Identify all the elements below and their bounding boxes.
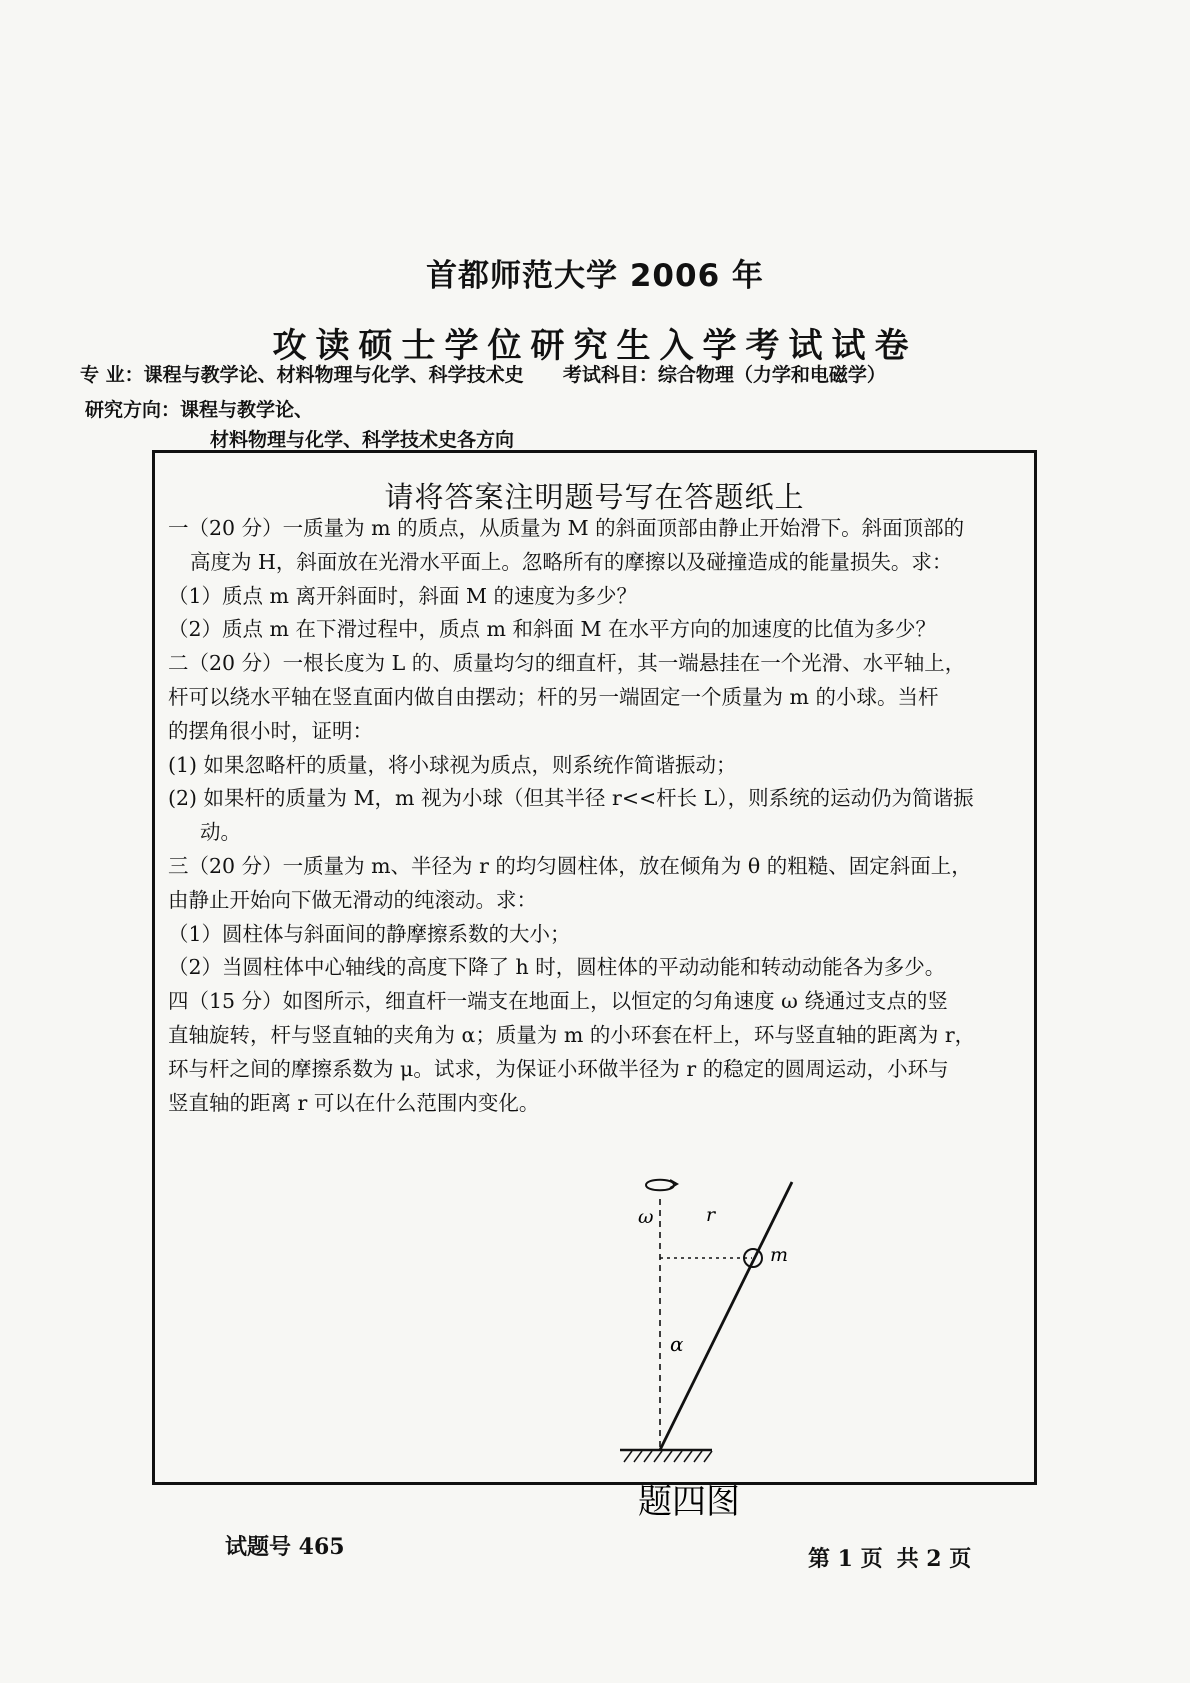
question-line: (2) 如果杆的质量为 M，m 视为小球（但其半径 r<<杆长 L），则系统的运动仍为简谐振 <box>168 786 974 811</box>
figure-rotating-rod <box>638 1175 840 1522</box>
answer-notice: 请将答案注明题号写在答题纸上 <box>384 480 805 514</box>
direction-label: 研究方向： <box>85 399 181 421</box>
question-line: 二（20 分）一根长度为 L 的、质量均匀的细直杆，其一端悬挂在一个光滑、水平轴上， <box>168 651 966 676</box>
rod <box>660 1182 792 1450</box>
page-number: 第 1 页 <box>808 1546 883 1572</box>
rotation-arrow-icon <box>646 1180 674 1191</box>
question-line: （2）质点 m 在下滑过程中，质点 m 和斜面 M 在水平方向的加速度的比值为多少？ <box>168 617 937 642</box>
direction-line <box>85 395 313 422</box>
label-omega: ω <box>638 1206 654 1228</box>
question-line: 高度为 H，斜面放在光滑水平面上。忽略所有的摩擦以及碰撞造成的能量损失。求： <box>190 549 953 574</box>
question-line: 杆可以绕水平轴在竖直面内做自由摆动；杆的另一端固定一个质量为 m 的小球。当杆 <box>168 684 939 709</box>
question-line: 环与杆之间的摩擦系数为 μ。试求，为保证小环做半径为 r 的稳定的圆周运动，小环与 <box>168 1056 949 1081</box>
question-line: (1) 如果忽略杆的质量，将小球视为质点，则系统作简谐振动； <box>168 752 737 777</box>
label-alpha: α <box>670 1332 684 1356</box>
question-body <box>168 512 1028 1120</box>
question-line: 动。 <box>200 820 241 845</box>
question-line: （2）当圆柱体中心轴线的高度下降了 h 时，圆柱体的平动动能和转动动能各为多少。 <box>168 955 946 980</box>
direction-line-2: 材料物理与化学、科学技术史各方向 <box>210 429 515 451</box>
major-label: 专 业： <box>80 364 144 386</box>
question-line: 一（20 分）一质量为 m 的质点，从质量为 M 的斜面顶部由静止开始滑下。斜面顶部的 <box>168 516 965 540</box>
exam-title: 攻读硕士学位研究生入学考试试卷 <box>272 326 918 366</box>
question-line: （1）圆柱体与斜面间的静摩擦系数的大小； <box>168 921 571 946</box>
question-line: 三（20 分）一质量为 m、半径为 r 的均匀圆柱体，放在倾角为 θ 的粗糙、固定斜面上， <box>168 853 972 878</box>
direction-value-1: 课程与教学论、 <box>180 399 314 421</box>
university-year-title: 首都师范大学 2006 年 <box>426 258 764 294</box>
major-value: 课程与教学论、材料物理与化学、科学技术史 <box>143 364 524 386</box>
subject-value: 综合物理（力学和电磁学） <box>657 364 886 386</box>
figure-caption: 题四图 <box>638 1482 740 1522</box>
question-line: 的摆角很小时，证明： <box>168 718 373 743</box>
page-total: 共 2 页 <box>896 1546 972 1572</box>
question-line: 由静止开始向下做无滑动的纯滚动。求： <box>168 887 537 912</box>
question-line: （1）质点 m 离开斜面时，斜面 M 的速度为多少？ <box>168 583 638 608</box>
question-line: 四（15 分）如图所示，细直杆一端支在地面上，以恒定的匀角速度 ω 绕通过支点的竖 <box>168 989 948 1014</box>
question-line: 直轴旋转，杆与竖直轴的夹角为 α；质量为 m 的小环套在杆上，环与竖直轴的距离为 r， <box>168 1022 976 1047</box>
question-line: 竖直轴的距离 r 可以在什么范围内变化。 <box>168 1090 540 1115</box>
question-code: 试题号 465 <box>225 1534 345 1560</box>
major-line <box>80 360 886 387</box>
label-r: r <box>706 1204 716 1226</box>
page-indicator <box>808 1542 985 1573</box>
subject-label: 考试科目： <box>562 364 658 386</box>
label-m: m <box>770 1244 789 1266</box>
